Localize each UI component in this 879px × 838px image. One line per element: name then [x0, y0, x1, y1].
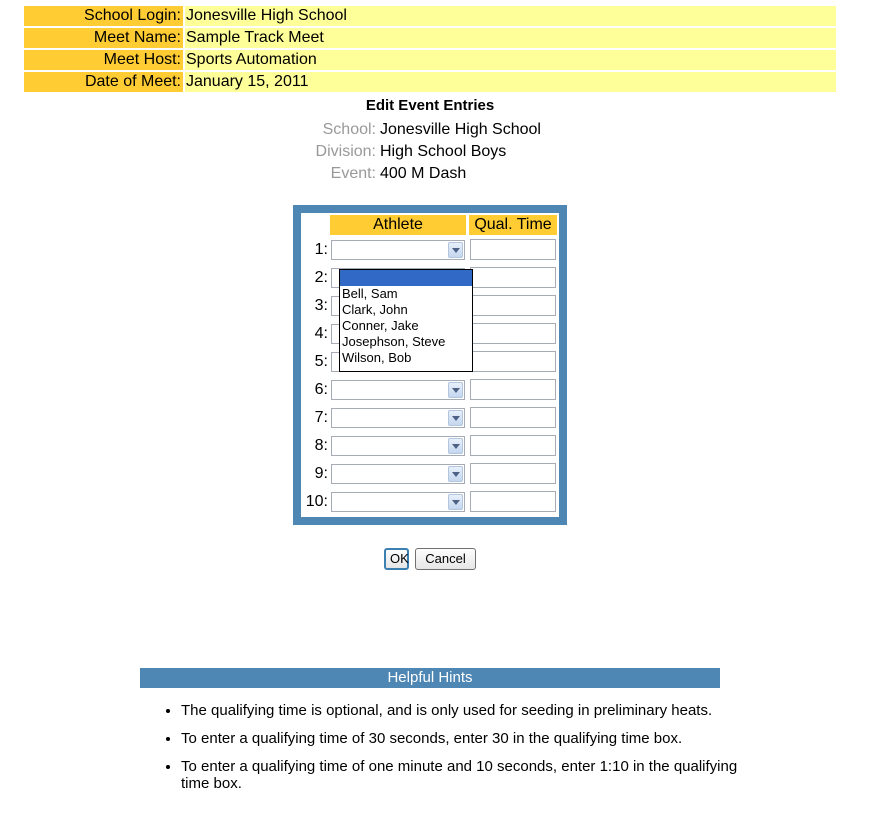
chevron-down-icon[interactable]	[448, 466, 463, 482]
athlete-dropdown-list[interactable]	[339, 269, 473, 372]
athlete-column-header: Athlete	[330, 215, 466, 235]
dropdown-option[interactable]: Clark, John	[342, 302, 408, 317]
meet-row-date	[24, 72, 836, 92]
meet-name-label: Meet Name:	[24, 28, 183, 48]
chevron-down-icon[interactable]	[448, 438, 463, 454]
entry-row	[301, 406, 559, 430]
chevron-down-icon[interactable]	[448, 410, 463, 426]
entry-row	[301, 238, 559, 262]
hint-item: • To enter a qualifying time of one minute and 10 seconds, enter 1:10 in the qualifying time box.	[181, 758, 741, 792]
entry-number: 5:	[314, 353, 328, 370]
athlete-select[interactable]	[331, 464, 465, 484]
school-login-label: School Login:	[24, 6, 183, 26]
meet-info-table	[24, 6, 836, 94]
athlete-select[interactable]	[331, 436, 465, 456]
athlete-select[interactable]	[331, 240, 465, 260]
helpful-hints-list	[140, 702, 741, 803]
entry-number: 4:	[314, 325, 328, 342]
event-row-division	[0, 141, 860, 163]
qual-time-input[interactable]	[470, 239, 556, 260]
dropdown-option[interactable]: Conner, Jake	[342, 318, 419, 333]
event-row-event	[0, 163, 860, 185]
dropdown-option[interactable]	[340, 270, 472, 286]
chevron-down-icon[interactable]	[448, 382, 463, 398]
athlete-select[interactable]	[331, 380, 465, 400]
school-label: School:	[322, 121, 376, 138]
dropdown-options	[340, 270, 472, 366]
hint-item: • To enter a qualifying time of 30 seconds, enter 30 in the qualifying time box.	[181, 730, 741, 747]
entry-row	[301, 434, 559, 458]
athlete-select[interactable]	[331, 492, 465, 512]
chevron-down-icon[interactable]	[448, 242, 463, 258]
entry-row	[301, 378, 559, 402]
date-of-meet-value: January 15, 2011	[185, 72, 836, 92]
meet-name-value: Sample Track Meet	[185, 28, 836, 48]
division-label: Division:	[315, 143, 376, 160]
entry-number: 1:	[314, 241, 328, 258]
qual-time-input[interactable]	[470, 267, 556, 288]
entries-panel	[293, 205, 567, 525]
helpful-hints-header: Helpful Hints	[140, 668, 720, 688]
qual-time-input[interactable]	[470, 463, 556, 484]
entry-number: 9:	[314, 465, 328, 482]
meet-row-meet-host	[24, 50, 836, 70]
entry-number: 10:	[305, 493, 328, 510]
page-title: Edit Event Entries	[365, 97, 495, 114]
school-value: Jonesville High School	[380, 121, 541, 138]
meet-row-meet-name	[24, 28, 836, 48]
entry-number: 2:	[314, 269, 328, 286]
division-value: High School Boys	[380, 143, 507, 160]
qual-time-input[interactable]	[470, 295, 556, 316]
dropdown-option[interactable]: Bell, Sam	[342, 286, 398, 301]
entry-number: 8:	[314, 437, 328, 454]
event-row-school	[0, 119, 860, 141]
entry-row	[301, 462, 559, 486]
event-label: Event:	[330, 165, 376, 182]
entry-number: 3:	[314, 297, 328, 314]
meet-host-value: Sports Automation	[185, 50, 836, 70]
qual-time-input[interactable]	[470, 379, 556, 400]
qual-time-input[interactable]	[470, 323, 556, 344]
qual-time-input[interactable]	[470, 407, 556, 428]
dropdown-option[interactable]: Josephson, Steve	[342, 334, 446, 349]
event-value: 400 M Dash	[380, 165, 467, 182]
ok-button[interactable]: OK	[384, 548, 409, 570]
athlete-select[interactable]	[331, 408, 465, 428]
qual-time-column-header: Qual. Time	[469, 215, 557, 235]
school-login-value: Jonesville High School	[185, 6, 836, 26]
qual-time-input[interactable]	[470, 351, 556, 372]
dropdown-option[interactable]: Wilson, Bob	[342, 350, 412, 365]
meet-row-school-login	[24, 6, 836, 26]
qual-time-input[interactable]	[470, 435, 556, 456]
cancel-button[interactable]: Cancel	[415, 548, 476, 570]
entry-row	[301, 490, 559, 514]
event-info	[0, 119, 860, 185]
hint-item: • The qualifying time is optional, and is only used for seeding in preliminary heats.	[181, 702, 741, 719]
entries-table	[301, 213, 559, 517]
date-of-meet-label: Date of Meet:	[24, 72, 183, 92]
chevron-down-icon[interactable]	[448, 494, 463, 510]
qual-time-input[interactable]	[470, 491, 556, 512]
entry-number: 7:	[314, 409, 328, 426]
entry-number: 6:	[314, 381, 328, 398]
meet-host-label: Meet Host:	[24, 50, 183, 70]
